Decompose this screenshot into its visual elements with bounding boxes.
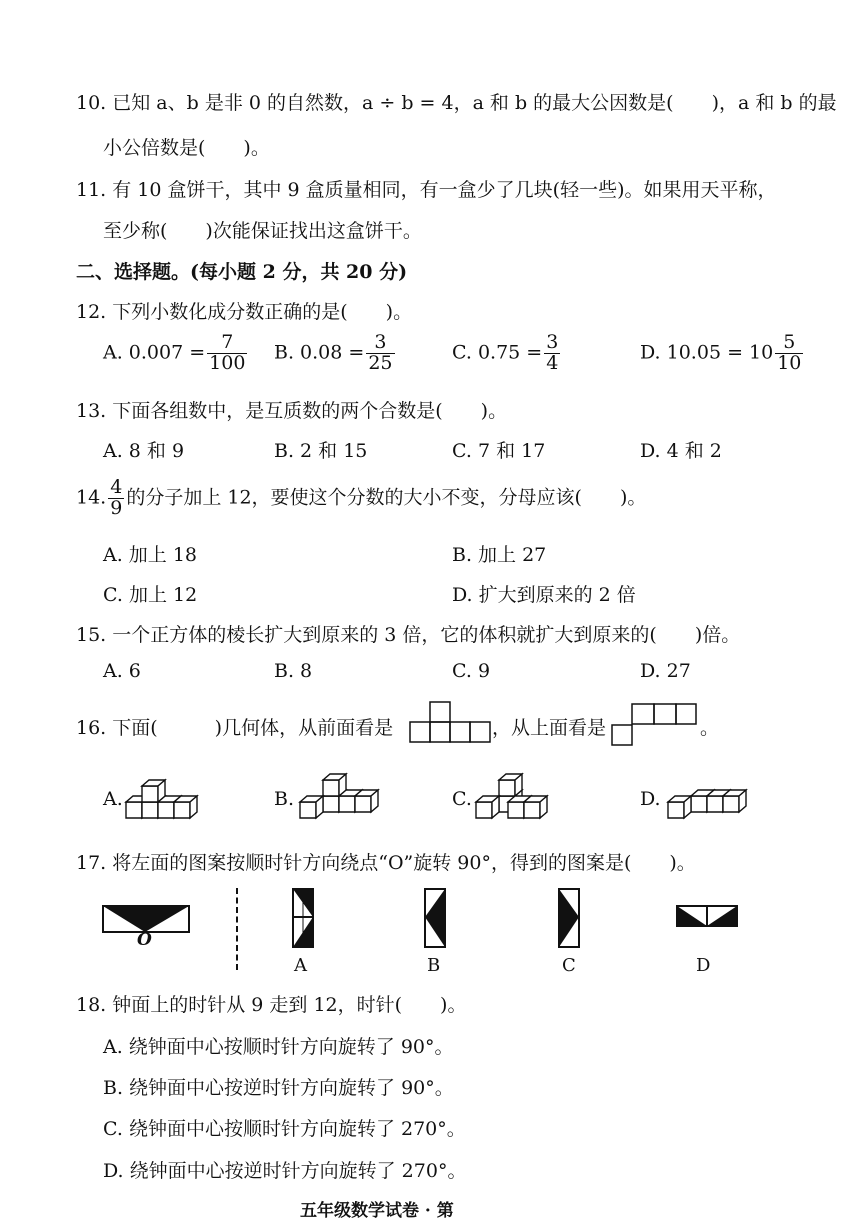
q13-option-d: D. 4 和 2 bbox=[640, 440, 722, 462]
q17-option-c-pattern bbox=[558, 888, 582, 952]
cube bbox=[476, 796, 499, 818]
q16-stem-part3: 。 bbox=[700, 717, 720, 739]
page-footer: 五年级数学试卷 · 第 bbox=[300, 1201, 454, 1221]
q10-line1: 10. 已知 a、b 是非 0 的自然数，a ÷ b = 4，a 和 b 的最大公因数是( )，a 和 b 的最 bbox=[76, 92, 837, 114]
q16-option-a-label: A. bbox=[103, 788, 123, 810]
q14-option-c: C. 加上 12 bbox=[103, 584, 198, 606]
q17-option-b-label: B bbox=[427, 955, 441, 976]
q13-option-a: A. 8 和 9 bbox=[103, 440, 185, 462]
q12-option-c: C. 0.75 = $\frac{3}{4}$ bbox=[452, 331, 559, 374]
cube bbox=[668, 796, 691, 818]
q16-option-d-label: D. bbox=[640, 788, 661, 810]
q12-option-b: B. 0.08 = $\frac{3}{25}$ bbox=[274, 331, 393, 374]
q14-option-b: B. 加上 27 bbox=[452, 544, 547, 566]
q12-option-d: D. 10.05 = 10 $\frac{5}{10}$ bbox=[640, 331, 802, 374]
section-title: 二、选择题。(每小题 2 分，共 20 分) bbox=[76, 261, 408, 283]
cube bbox=[499, 774, 522, 796]
cube bbox=[300, 796, 323, 818]
q17-option-a-label: A bbox=[294, 955, 307, 976]
cube bbox=[355, 790, 378, 812]
q15-stem: 15. 一个正方体的棱长扩大到原来的 3 倍，它的体积就扩大到原来的( )倍。 bbox=[76, 624, 741, 646]
q16-solid-b bbox=[296, 770, 396, 822]
q14-option-d: D. 扩大到原来的 2 倍 bbox=[452, 584, 636, 606]
top-view-figure bbox=[610, 701, 698, 749]
q15-option-d: D. 27 bbox=[640, 660, 691, 682]
front-view-figure bbox=[408, 699, 492, 745]
q18-stem: 18. 钟面上的时针从 9 走到 12，时针( )。 bbox=[76, 994, 467, 1016]
q12-option-a: A. 0.007 = $\frac{7}{100}$ bbox=[103, 331, 246, 374]
q16-solid-d bbox=[664, 770, 764, 822]
q11-line2: 至少称( )次能保证找出这盒饼干。 bbox=[103, 220, 422, 242]
q17-option-c-label: C bbox=[562, 955, 576, 976]
q18-option-c: C. 绕钟面中心按顺时针方向旋转了 270°。 bbox=[103, 1118, 466, 1140]
cube bbox=[174, 796, 197, 818]
rotation-point-label: O bbox=[137, 930, 152, 950]
q15-option-c: C. 9 bbox=[452, 660, 491, 682]
q18-option-d: D. 绕钟面中心按逆时针方向旋转了 270°。 bbox=[103, 1160, 467, 1182]
cube bbox=[524, 796, 547, 818]
q16-stem-part1: 16. 下面( )几何体，从前面看是 bbox=[76, 717, 394, 739]
q13-option-b: B. 2 和 15 bbox=[274, 440, 368, 462]
q14-stem: 14. $\frac{4}{9}$ 的分子加上 12，要使这个分数的大小不变，分母应该( )。 bbox=[76, 476, 647, 519]
q17-option-d-pattern bbox=[676, 905, 740, 931]
q18-option-b: B. 绕钟面中心按逆时针方向旋转了 90°。 bbox=[103, 1077, 454, 1099]
divider-dashed-line bbox=[236, 888, 238, 970]
q15-option-a: A. 6 bbox=[103, 660, 141, 682]
q16-option-b-label: B. bbox=[274, 788, 295, 810]
cube bbox=[723, 790, 746, 812]
q16-solid-a bbox=[122, 770, 222, 822]
q11-line1: 11. 有 10 盒饼干，其中 9 盒质量相同，有一盒少了几块(轻一些)。如果用天平称， bbox=[76, 179, 777, 201]
q14-option-a: A. 加上 18 bbox=[103, 544, 198, 566]
cube bbox=[142, 780, 165, 802]
q10-line2: 小公倍数是( )。 bbox=[103, 137, 270, 159]
q17-option-a-pattern bbox=[292, 888, 316, 952]
q18-option-a: A. 绕钟面中心按顺时针方向旋转了 90°。 bbox=[103, 1036, 454, 1058]
q16-option-c-label: C. bbox=[452, 788, 472, 810]
q15-option-b: B. 8 bbox=[274, 660, 313, 682]
q12-stem: 12. 下列小数化成分数正确的是( )。 bbox=[76, 301, 413, 323]
q16-stem-part2: ，从上面看是 bbox=[492, 717, 607, 739]
q17-stem: 17. 将左面的图案按顺时针方向绕点“O”旋转 90°，得到的图案是( )。 bbox=[76, 852, 696, 874]
cube bbox=[323, 774, 346, 796]
q17-option-d-label: D bbox=[696, 955, 711, 976]
q13-option-c: C. 7 和 17 bbox=[452, 440, 546, 462]
q17-option-b-pattern bbox=[424, 888, 448, 952]
q16-solid-c bbox=[472, 770, 572, 822]
q13-stem: 13. 下面各组数中，是互质数的两个合数是( )。 bbox=[76, 400, 508, 422]
